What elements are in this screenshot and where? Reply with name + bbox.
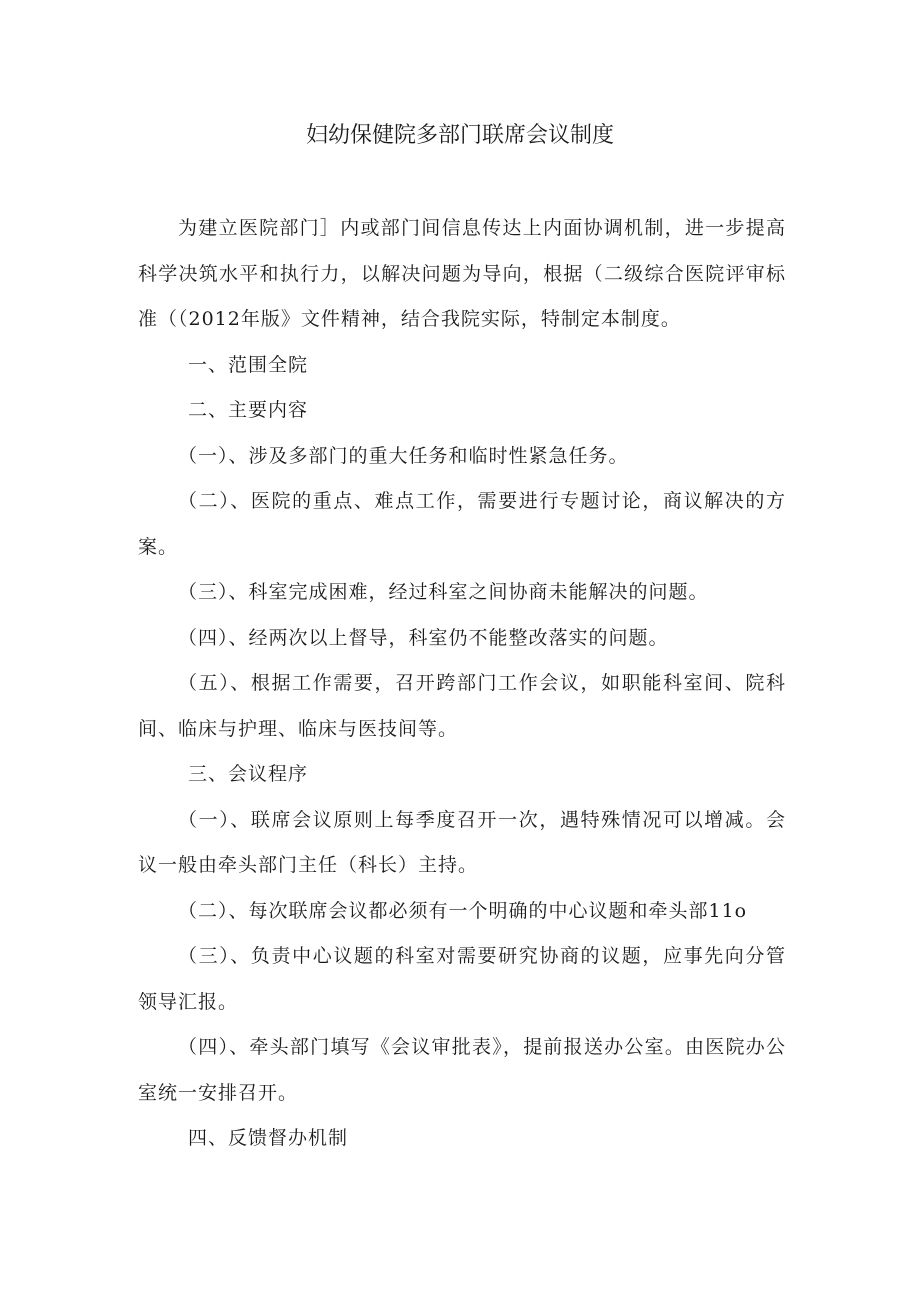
intro-paragraph: 为建立医院部门］内或部门间信息传达上内面协调机制，进一步提高科学决筑水平和执行力，以解决问题为导向，根据（二级综合医院评审标准（（2012年版》文件精神，结合我院实际，特制定本制度。 xyxy=(138,217,786,330)
content-item-3: （三）、科室完成困难，经过科室之间协商未能解决的问题。 xyxy=(178,581,709,603)
document-body xyxy=(138,206,786,1162)
procedure-item-4: （四）、牵头部门填写《会议审批表》，提前报送办公室。由医院办公室统一安排召开。 xyxy=(138,1036,786,1104)
procedure-item-1: （一）、联席会议原则上每季度召开一次，遇特殊情况可以增减。会议一般由牵头部门主任（科长）主持。 xyxy=(138,808,786,876)
content-item-4: （四）、经两次以上督导，科室仍不能整改落实的问题。 xyxy=(178,626,669,649)
section-heading-procedure: 三、会议程序 xyxy=(188,763,309,785)
content-item-2: （二）、医院的重点、难点工作，需要进行专题讨论，商议解决的方案。 xyxy=(138,490,786,558)
section-heading-main-content: 二、主要内容 xyxy=(188,399,309,421)
document-title: 妇幼保健院多部门联席会议制度 xyxy=(305,123,614,148)
procedure-item-3: （三）、负责中心议题的科室对需要研究协商的议题，应事先向分管领导汇报。 xyxy=(138,945,786,1013)
content-item-1: （一）、涉及多部门的重大任务和临时性紧急任务。 xyxy=(178,444,629,467)
content-item-5: （五）、根据工作需要，召开跨部门工作会议，如职能科室间、院科间、临床与护理、临床与医技间等。 xyxy=(138,672,786,740)
procedure-item-2: （二）、每次联席会议都必须有一个明确的中心议题和牵头部11o xyxy=(178,899,748,922)
section-heading-scope: 一、范围全院 xyxy=(188,353,309,376)
section-heading-feedback: 四、反馈督办机制 xyxy=(188,1127,349,1149)
